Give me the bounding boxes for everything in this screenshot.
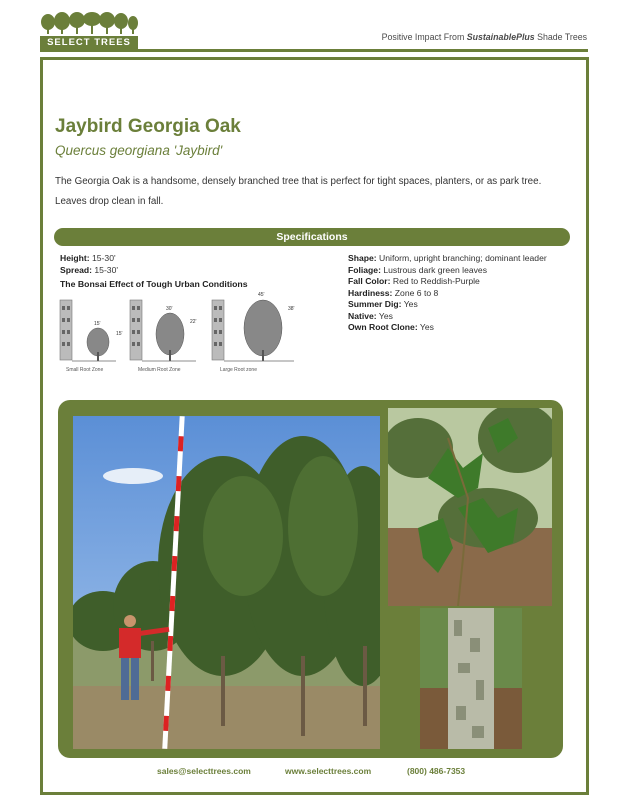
shape-value: Uniform, upright branching; dominant leader	[376, 253, 547, 263]
native-value: Yes	[376, 310, 393, 321]
medium-root-zone-label: Medium Root Zone	[138, 367, 181, 372]
fall-color-label: Fall Color:	[348, 276, 391, 286]
page-title: Jaybird Georgia Oak	[55, 116, 241, 137]
height-value: 15-30'	[89, 253, 116, 263]
bonsai-effect-title: The Bonsai Effect of Tough Urban Conditions	[60, 279, 248, 289]
shape-label: Shape:	[348, 253, 377, 263]
small-zone-height: 15'	[116, 331, 123, 337]
summer-dig-label: Summer Dig:	[348, 299, 402, 309]
small-root-zone-panel	[60, 300, 123, 372]
summer-dig-spec	[348, 299, 563, 311]
medium-zone-height: 30'	[166, 306, 173, 312]
tagline-prefix: Positive Impact From	[381, 32, 467, 42]
shape-spec	[348, 253, 563, 265]
large-tree-icon	[244, 300, 282, 356]
bark-closeup-photo	[420, 608, 522, 749]
small-root-zone-label: Small Root Zone	[66, 367, 104, 372]
summer-dig-value: Yes	[401, 299, 418, 309]
leaf-closeup-photo	[388, 408, 552, 606]
spread-spec	[60, 265, 260, 277]
hardiness-label: Hardiness:	[348, 287, 393, 298]
leaf-closeup-image	[388, 408, 552, 606]
foliage-spec	[348, 265, 563, 277]
tagline	[382, 32, 587, 42]
tagline-brand: SustainablePlus	[466, 32, 535, 42]
large-root-zone-label: Large Root zone	[220, 367, 257, 372]
spread-value: 15-30'	[92, 264, 119, 275]
small-tree-icon	[87, 328, 109, 356]
medium-zone-spread: 22'	[190, 319, 197, 325]
large-zone-spread: 38'	[288, 306, 295, 312]
medium-root-zone-panel	[130, 300, 197, 372]
fall-color-spec	[348, 276, 563, 288]
email-link[interactable]: sales@selecttrees.com	[157, 766, 251, 776]
own-root-clone-spec	[348, 322, 563, 334]
native-label: Native:	[348, 310, 377, 321]
own-root-clone-value: Yes	[417, 322, 434, 332]
specifications-heading: Specifications	[54, 228, 570, 246]
spread-label: Spread:	[60, 264, 92, 275]
tree-field-photo	[73, 416, 380, 749]
website-link[interactable]: www.selecttrees.com	[285, 766, 372, 776]
brand-name: SELECT TREES	[40, 36, 138, 50]
large-zone-height: 45'	[258, 292, 265, 298]
native-spec	[348, 311, 563, 323]
detail-specs	[348, 253, 563, 334]
hardiness-value: Zone 6 to 8	[392, 287, 439, 298]
select-trees-logo	[40, 12, 138, 50]
own-root-clone-label: Own Root Clone:	[348, 322, 418, 332]
height-spec	[60, 253, 260, 265]
phone-number: (800) 486-7353	[407, 766, 466, 776]
tree-field-image	[73, 416, 380, 749]
small-zone-spread: 15'	[94, 321, 101, 327]
tree-row-logo-icon	[40, 12, 138, 34]
height-label: Height:	[60, 253, 90, 263]
header-divider	[40, 49, 588, 52]
bonsai-effect-diagram	[58, 290, 298, 372]
foliage-value: Lustrous dark green leaves	[380, 264, 488, 275]
latin-name: Quercus georgiana 'Jaybird'	[55, 143, 223, 158]
size-specs	[60, 253, 260, 276]
large-root-zone-panel	[212, 292, 295, 372]
foliage-label: Foliage:	[348, 264, 381, 275]
tree-description: The Georgia Oak is a handsome, densely branched tree that is perfect for tight spaces, planters, or as park tree. Leaves drop clean in fall.	[55, 176, 542, 207]
tagline-suffix: Shade Trees	[534, 32, 587, 42]
medium-tree-icon	[156, 313, 184, 355]
hardiness-spec	[348, 288, 563, 300]
fall-color-value: Red to Reddish-Purple	[390, 276, 480, 286]
bark-closeup-image	[420, 608, 522, 749]
